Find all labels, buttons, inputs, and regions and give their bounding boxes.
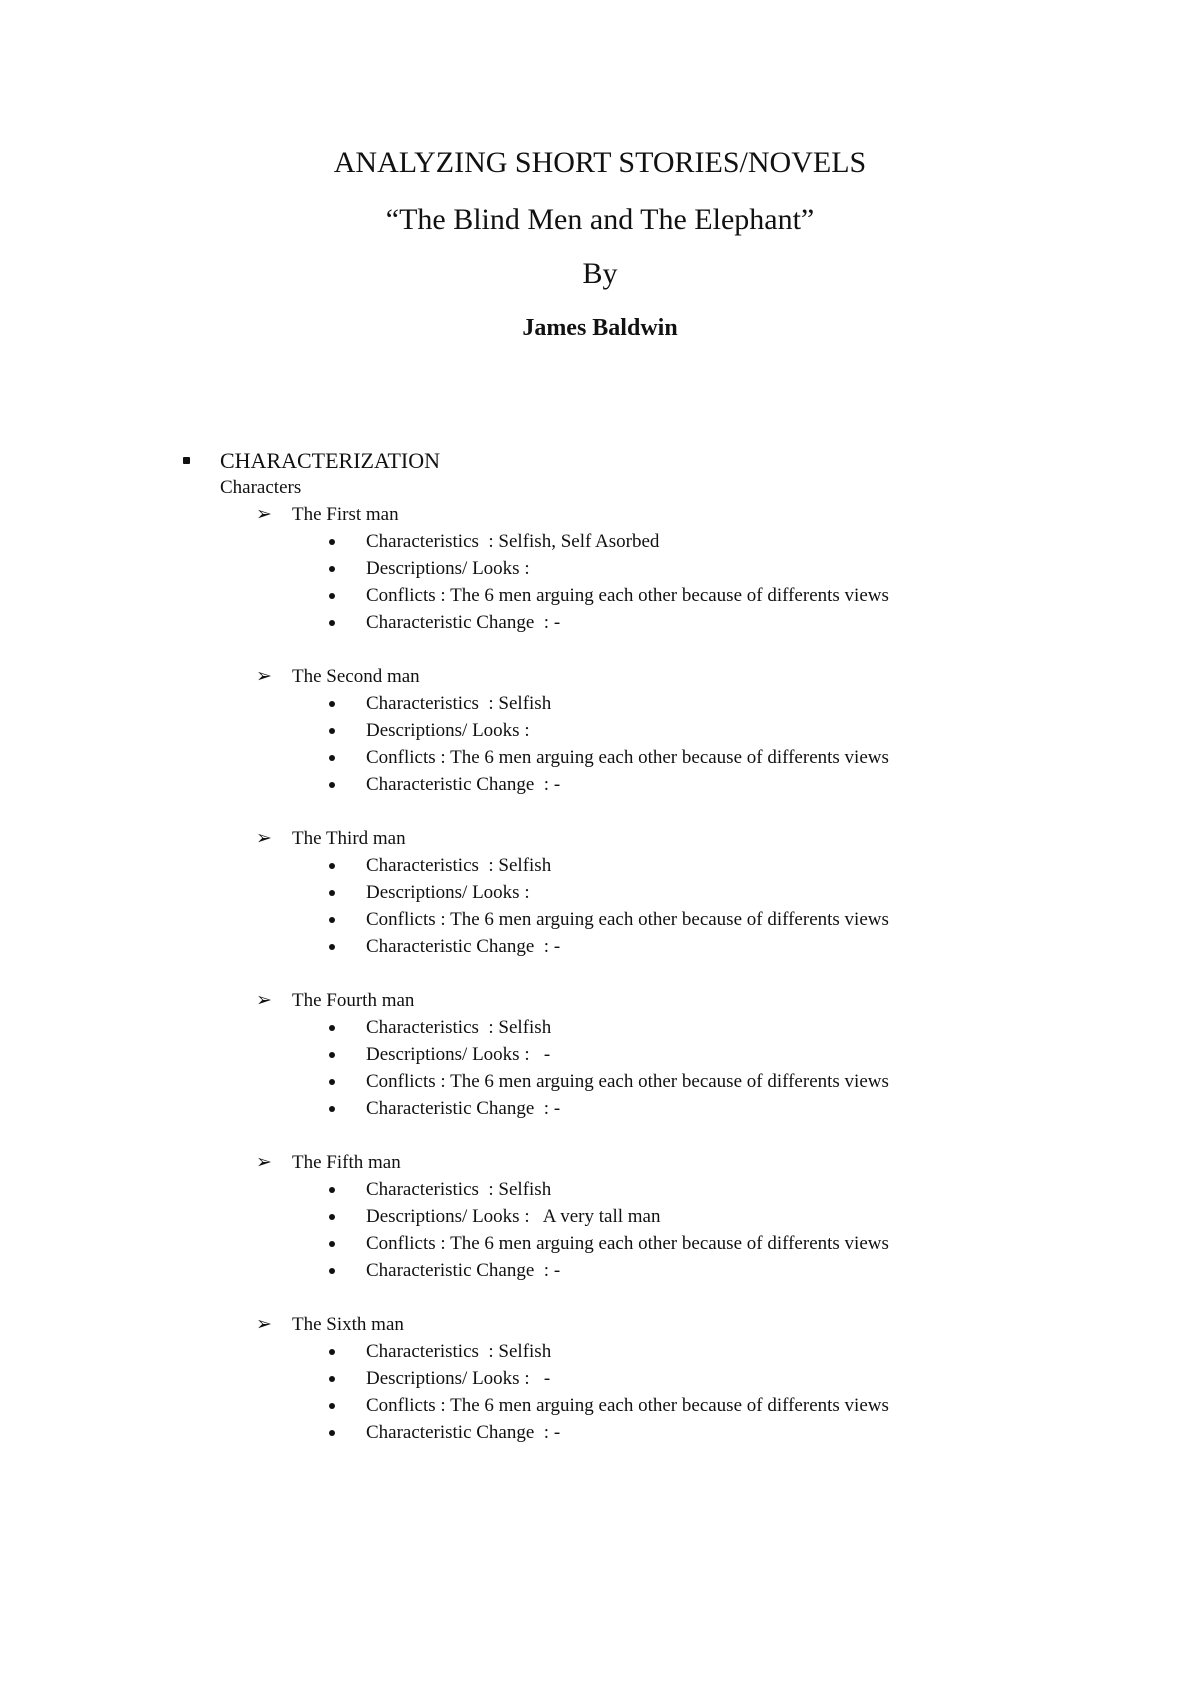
character-entry (183, 501, 1083, 636)
detail-text: Characteristics : Selfish (366, 1341, 552, 1362)
character-name: The Second man (292, 666, 420, 687)
detail-text: Conflicts : The 6 men arguing each other because of differents views (366, 1395, 889, 1416)
detail-text: Conflicts : The 6 men arguing each other because of differents views (366, 747, 889, 768)
detail-item (183, 1014, 1083, 1041)
detail-text: Conflicts : The 6 men arguing each other because of differents views (366, 585, 889, 606)
character-details (183, 690, 1083, 798)
character-name-row (183, 1149, 1083, 1176)
round-bullet-icon (329, 755, 335, 761)
detail-item (183, 582, 1083, 609)
detail-item (183, 528, 1083, 555)
detail-item (183, 1392, 1083, 1419)
arrow-bullet-icon: ➢ (256, 990, 272, 1011)
round-bullet-icon (329, 944, 335, 950)
detail-item (183, 717, 1083, 744)
detail-text: Descriptions/ Looks : - (366, 1044, 551, 1065)
character-name-row (183, 987, 1083, 1014)
round-bullet-icon (329, 1376, 335, 1382)
character-entry (183, 1149, 1083, 1284)
detail-item (183, 1041, 1083, 1068)
character-name-row (183, 663, 1083, 690)
arrow-bullet-icon: ➢ (256, 828, 272, 849)
character-name-row (183, 825, 1083, 852)
detail-text: Characteristics : Selfish, Self Asorbed (366, 531, 660, 552)
detail-item (183, 1203, 1083, 1230)
detail-text: Conflicts : The 6 men arguing each other because of differents views (366, 1233, 889, 1254)
round-bullet-icon (329, 917, 335, 923)
detail-text: Descriptions/ Looks : (366, 882, 530, 903)
detail-text: Characteristic Change : - (366, 774, 561, 795)
detail-text: Descriptions/ Looks : (366, 558, 530, 579)
detail-item (183, 933, 1083, 960)
character-details (183, 1338, 1083, 1446)
round-bullet-icon (329, 1187, 335, 1193)
detail-text: Characteristic Change : - (366, 1260, 561, 1281)
detail-item (183, 1095, 1083, 1122)
arrow-bullet-icon: ➢ (256, 504, 272, 525)
round-bullet-icon (329, 1052, 335, 1058)
detail-item (183, 852, 1083, 879)
characterization-section (183, 447, 1083, 1473)
character-entry (183, 987, 1083, 1122)
round-bullet-icon (329, 728, 335, 734)
round-bullet-icon (329, 593, 335, 599)
round-bullet-icon (329, 1079, 335, 1085)
round-bullet-icon (329, 701, 335, 707)
square-bullet-icon (183, 457, 190, 464)
character-entry (183, 1311, 1083, 1446)
round-bullet-icon (329, 1025, 335, 1031)
character-name: The First man (292, 504, 399, 525)
detail-text: Characteristic Change : - (366, 1098, 561, 1119)
character-list (183, 501, 1083, 1446)
round-bullet-icon (329, 863, 335, 869)
character-name: The Fifth man (292, 1152, 401, 1173)
round-bullet-icon (329, 1403, 335, 1409)
round-bullet-icon (329, 566, 335, 572)
character-details (183, 1176, 1083, 1284)
detail-text: Characteristics : Selfish (366, 1179, 552, 1200)
detail-item (183, 1068, 1083, 1095)
round-bullet-icon (329, 1349, 335, 1355)
section-heading (183, 447, 1083, 474)
character-name-row (183, 1311, 1083, 1338)
author-name: James Baldwin (522, 315, 678, 341)
document-title: ANALYZING SHORT STORIES/NOVELS (333, 146, 867, 179)
detail-text: Conflicts : The 6 men arguing each other because of differents views (366, 909, 889, 930)
detail-text: Descriptions/ Looks : - (366, 1368, 551, 1389)
round-bullet-icon (329, 1241, 335, 1247)
detail-item (183, 1230, 1083, 1257)
detail-text: Descriptions/ Looks : A very tall man (366, 1206, 661, 1227)
detail-item (183, 1419, 1083, 1446)
detail-text: Characteristic Change : - (366, 936, 561, 957)
character-details (183, 852, 1083, 960)
section-heading-label: CHARACTERIZATION (220, 448, 440, 473)
arrow-bullet-icon: ➢ (256, 1152, 272, 1173)
round-bullet-icon (329, 1430, 335, 1436)
story-title: “The Blind Men and The Elephant” (385, 203, 815, 236)
detail-item (183, 771, 1083, 798)
detail-item (183, 1365, 1083, 1392)
round-bullet-icon (329, 539, 335, 545)
round-bullet-icon (329, 1268, 335, 1274)
character-name: The Fourth man (292, 990, 415, 1011)
character-name: The Sixth man (292, 1314, 404, 1335)
character-details (183, 1014, 1083, 1122)
detail-text: Descriptions/ Looks : (366, 720, 530, 741)
detail-item (183, 609, 1083, 636)
detail-item (183, 1338, 1083, 1365)
arrow-bullet-icon: ➢ (256, 1314, 272, 1335)
character-name: The Third man (292, 828, 406, 849)
character-name-row (183, 501, 1083, 528)
detail-item (183, 555, 1083, 582)
detail-item (183, 1257, 1083, 1284)
detail-item (183, 906, 1083, 933)
characters-label: Characters (220, 477, 302, 498)
detail-text: Conflicts : The 6 men arguing each other because of differents views (366, 1071, 889, 1092)
detail-text: Characteristic Change : - (366, 612, 561, 633)
detail-item (183, 690, 1083, 717)
detail-item (183, 879, 1083, 906)
detail-text: Characteristics : Selfish (366, 1017, 552, 1038)
detail-text: Characteristic Change : - (366, 1422, 561, 1443)
round-bullet-icon (329, 782, 335, 788)
round-bullet-icon (329, 1106, 335, 1112)
character-entry (183, 825, 1083, 960)
arrow-bullet-icon: ➢ (256, 666, 272, 687)
round-bullet-icon (329, 620, 335, 626)
by-line: By (582, 257, 618, 290)
round-bullet-icon (329, 890, 335, 896)
detail-item (183, 1176, 1083, 1203)
character-entry (183, 663, 1083, 798)
round-bullet-icon (329, 1214, 335, 1220)
detail-item (183, 744, 1083, 771)
detail-text: Characteristics : Selfish (366, 855, 552, 876)
character-details (183, 528, 1083, 636)
detail-text: Characteristics : Selfish (366, 693, 552, 714)
